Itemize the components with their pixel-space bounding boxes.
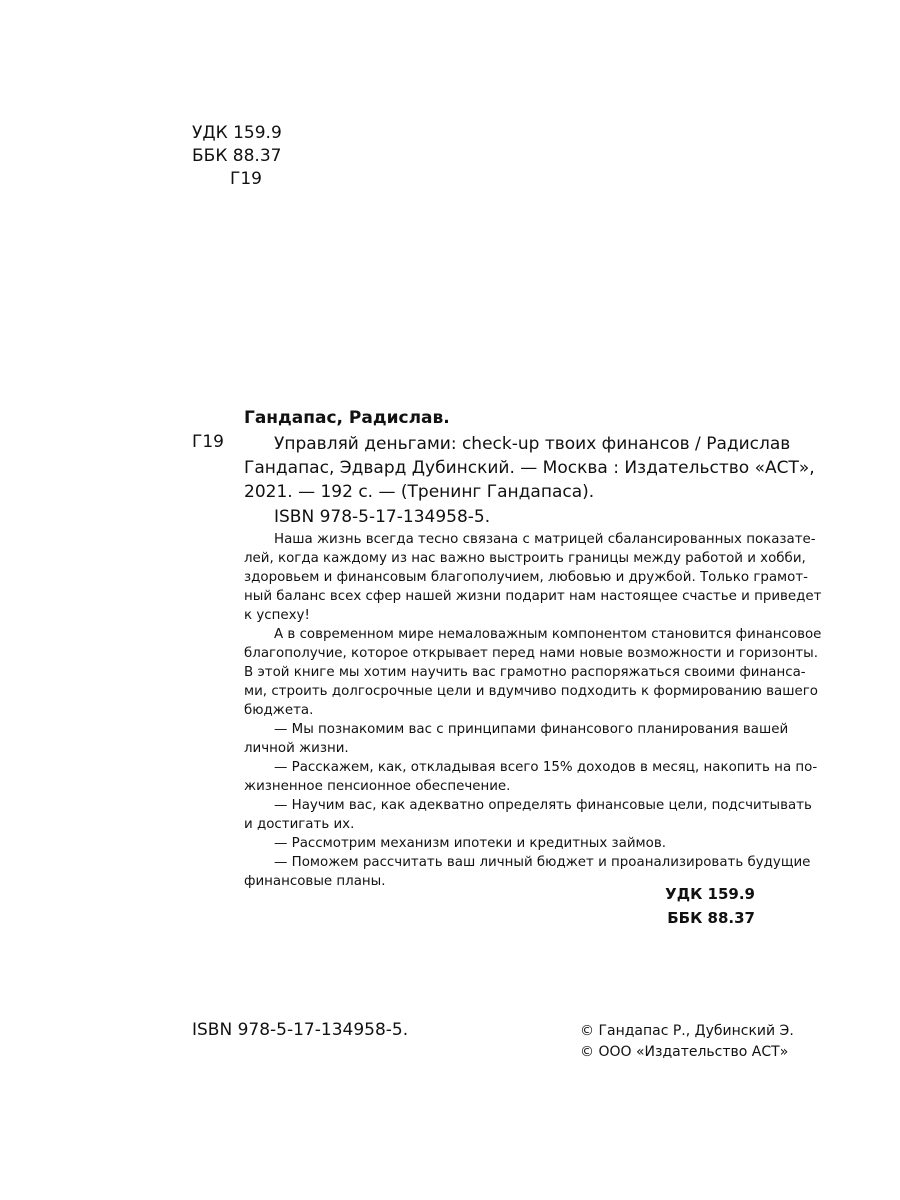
abstract-line: ный баланс всех сфер нашей жизни подарит нам настоящее счастье и приведет [244,589,822,604]
bbk-code: ББК 88.37 [192,146,282,166]
abstract-line: ми, строить долгосрочные цели и вдумчиво подходить к формированию вашего [244,684,818,699]
abstract-line: — Мы познакомим вас с принципами финансового планирования вашей [274,722,789,737]
classification-codes-right [665,882,755,930]
abstract [244,530,822,891]
title-line: Управляй деньгами: check-up твоих финансов / Радислав [274,434,791,454]
abstract-line: — Расскажем, как, откладывая всего 15% доходов в месяц, накопить на по- [274,760,818,775]
title-line: Гандапас, Эдвард Дубинский. — Москва : Издательство «АСТ», [244,458,815,478]
abstract-line: бюджета. [244,703,314,718]
abstract-line: личной жизни. [244,741,349,756]
title-line: 2021. — 192 с. — (Тренинг Гандапаса). [244,482,595,502]
abstract-line: — Рассмотрим механизм ипотеки и кредитных займов. [274,836,666,851]
abstract-line: благополучие, которое открывает перед нами новые возможности и горизонты. [244,646,818,661]
copyright-publisher: © ООО «Издательство АСТ» [580,1044,789,1060]
copyright-block [580,1021,794,1063]
abstract-line: и достигать их. [244,817,355,832]
author-mark: Г19 [230,169,262,189]
abstract-line: к успеху! [244,608,310,623]
author-heading: Гандапас, Радислав. [244,408,450,428]
udk-code-right: УДК 159.9 [665,885,755,903]
udk-code: УДК 159.9 [192,123,282,143]
record-author-mark: Г19 [192,432,224,452]
abstract-line: В этой книге мы хотим научить вас грамотно распоряжаться своими финанса- [244,665,806,680]
bibliographic-description [244,432,815,504]
abstract-line: здоровьем и финансовым благополучием, любовью и дружбой. Только грамот- [244,570,808,585]
catalog-codes [192,122,282,191]
abstract-line: финансовые планы. [244,874,386,889]
abstract-line: жизненное пенсионное обеспечение. [244,779,511,794]
abstract-line: — Поможем рассчитать ваш личный бюджет и проанализировать будущие [274,855,811,870]
abstract-line: А в современном мире немаловажным компонентом становится финансовое [274,627,822,642]
isbn: ISBN 978-5-17-134958-5. [274,507,491,527]
abstract-line: — Научим вас, как адекватно определять финансовые цели, подсчитывать [274,798,812,813]
abstract-line: Наша жизнь всегда тесно связана с матрицей сбалансированных показате- [274,532,816,547]
bbk-code-right: ББК 88.37 [667,909,755,927]
isbn-footer: ISBN 978-5-17-134958-5. [192,1020,409,1040]
abstract-line: лей, когда каждому из нас важно выстроить границы между работой и хобби, [244,551,806,566]
copyright-authors: © Гандапас Р., Дубинский Э. [580,1023,794,1039]
